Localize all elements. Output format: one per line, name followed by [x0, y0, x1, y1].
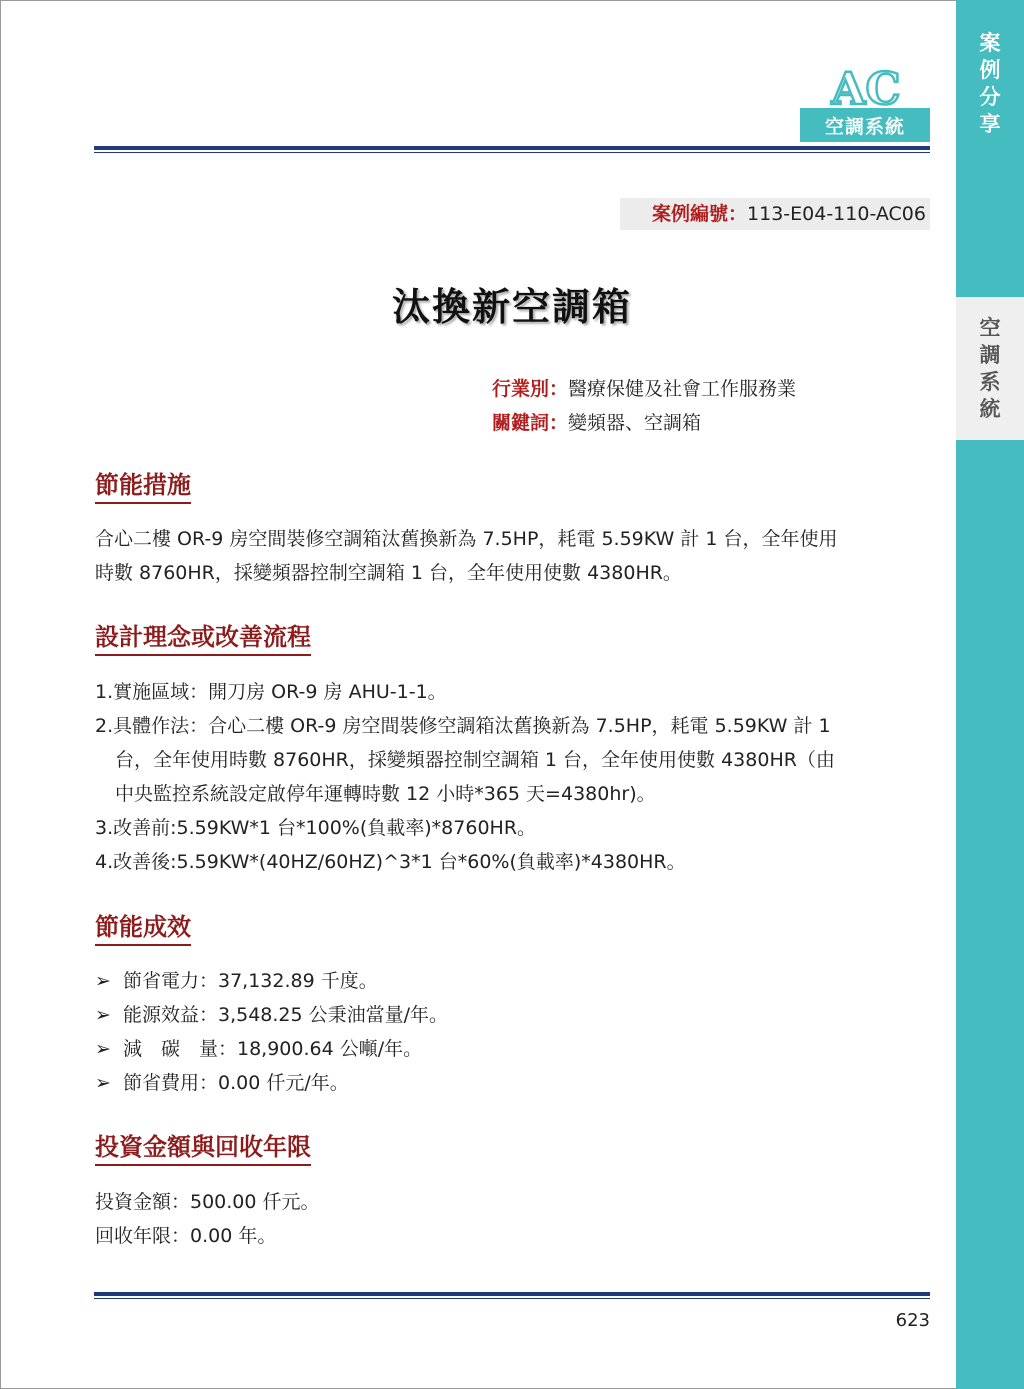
header-rule: [94, 146, 930, 153]
payback-period: 回收年限：0.00 年。: [95, 1225, 277, 1247]
section-heading-design: 設計理念或改善流程: [95, 622, 311, 656]
measures-line: 時數 8760HR，採變頻器控制空調箱 1 台，全年使用使數 4380HR。: [95, 562, 682, 584]
investment-amount: 投資金額：500.00 仟元。: [95, 1191, 320, 1213]
page-title: 汰換新空調箱: [391, 285, 632, 329]
result-item: [95, 1066, 349, 1100]
design-item: 4.改善後:5.59KW*(40HZ/60HZ)^3*1 台*60%(負載率)*4380HR。: [95, 851, 686, 873]
arrow-bullet-icon: ➢: [95, 970, 111, 992]
side-tab-char: 享: [979, 112, 1001, 136]
design-item-line: 台，全年使用時數 8760HR，採變頻器控制空調箱 1 台，全年使用使數 4380HR（由: [115, 749, 835, 771]
result-text: 節省費用：0.00 仟元/年。: [123, 1072, 349, 1094]
design-item: [95, 709, 931, 811]
logo-band-label: 空調系統: [800, 108, 930, 142]
side-tab-case-share[interactable]: [956, 30, 1024, 180]
side-tab-char: 統: [979, 396, 1001, 421]
ac-logo-letters: [810, 66, 922, 108]
side-tab-char: 系: [979, 369, 1001, 394]
design-item: 3.改善前:5.59KW*1 台*100%(負載率)*8760HR。: [95, 817, 537, 839]
measures-line: 合心二樓 OR-9 房空間裝修空調箱汰舊換新為 7.5HP，耗電 5.59KW 計 1 台，全年使用: [95, 528, 838, 550]
keyword-label: 關鍵詞：: [492, 412, 569, 434]
industry-line: [492, 374, 796, 401]
ac-logo: [800, 66, 930, 146]
side-tab-char: 調: [979, 342, 1001, 367]
investment-paragraph: [95, 1185, 931, 1253]
industry-label: 行業別：: [492, 378, 569, 400]
section-heading-measures: 節能措施: [95, 470, 191, 504]
result-text: 減 碳 量：18,900.64 公噸/年。: [123, 1038, 423, 1060]
side-tab-char: 分: [979, 85, 1001, 109]
section-heading-investment: 投資金額與回收年限: [95, 1132, 311, 1166]
arrow-bullet-icon: ➢: [95, 1004, 111, 1026]
arrow-bullet-icon: ➢: [95, 1072, 111, 1094]
case-number-value: 113-E04-110-AC06: [747, 203, 926, 225]
side-tab-char: 空: [979, 315, 1001, 340]
design-item-line: 中央監控系統設定啟停年運轉時數 12 小時*365 天=4380hr)。: [115, 783, 656, 805]
design-item-line: 2.具體作法：合心二樓 OR-9 房空間裝修空調箱汰舊換新為 7.5HP，耗電 5.59KW 計 1: [95, 715, 831, 737]
keyword-value: 變頻器、空調箱: [568, 412, 702, 434]
result-text: 節省電力：37,132.89 千度。: [123, 970, 378, 992]
result-item: [95, 1032, 422, 1066]
section-heading-results: 節能成效: [95, 912, 191, 946]
case-number: [620, 198, 930, 230]
result-item: [95, 998, 448, 1032]
svg-text:AC: AC: [831, 66, 901, 108]
arrow-bullet-icon: ➢: [95, 1038, 111, 1060]
side-strip: [956, 0, 1024, 1389]
result-item: [95, 964, 378, 998]
measures-paragraph: [95, 522, 931, 590]
keyword-line: [492, 408, 701, 435]
result-text: 能源效益：3,548.25 公秉油當量/年。: [123, 1004, 449, 1026]
case-number-label: 案例編號：: [652, 203, 748, 225]
design-item: 1.實施區域：開刀房 OR-9 房 AHU-1-1。: [95, 681, 447, 703]
industry-value: 醫療保健及社會工作服務業: [568, 378, 797, 400]
page-number: 623: [895, 1310, 930, 1331]
side-tab-char: 例: [979, 58, 1001, 82]
footer-rule: [94, 1292, 930, 1299]
side-tab-char: 案: [979, 31, 1001, 55]
